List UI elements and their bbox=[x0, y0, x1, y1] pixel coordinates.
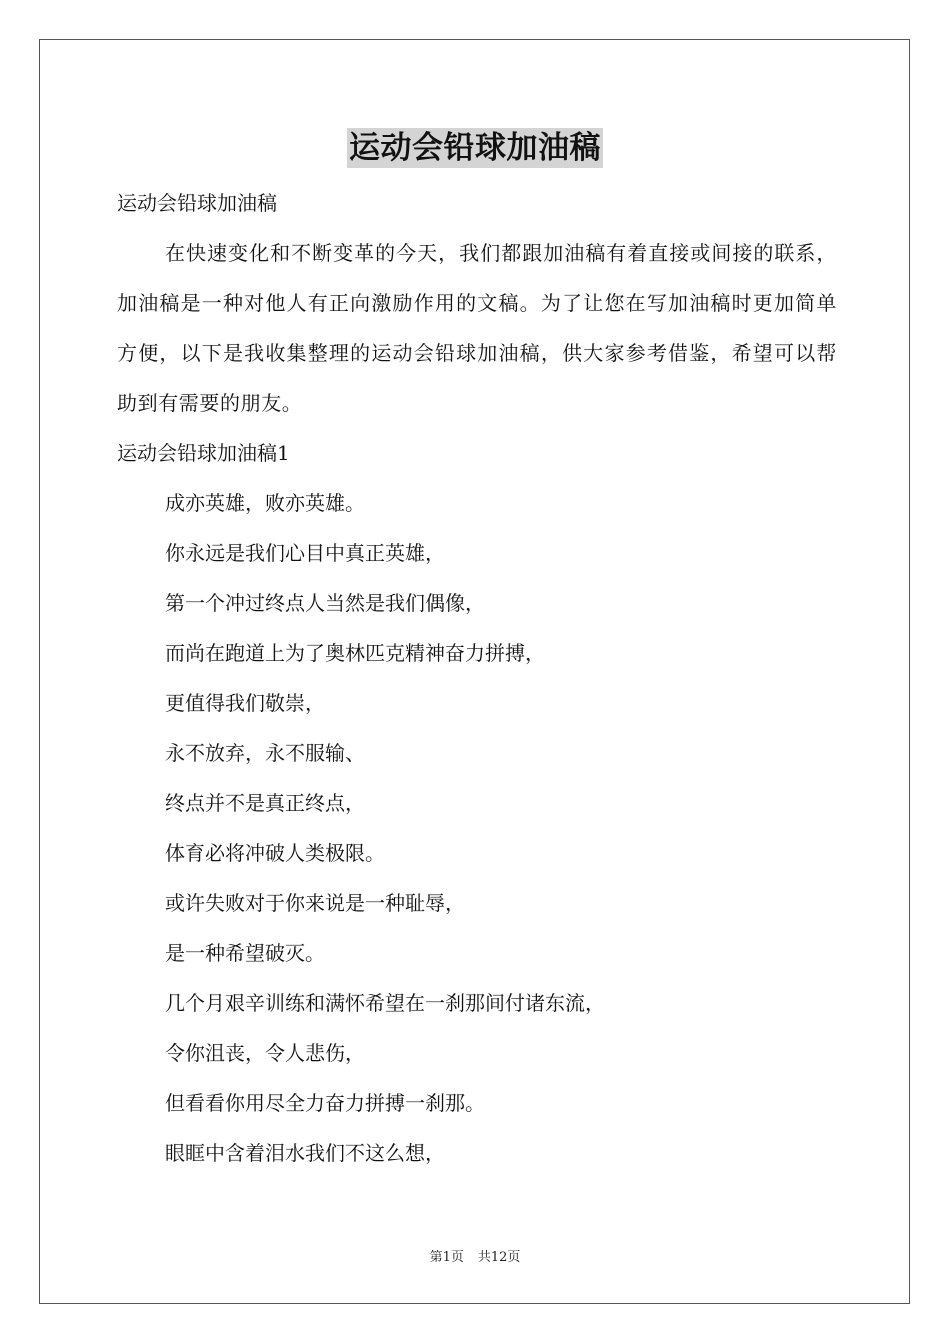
poem-line: 而尚在跑道上为了奥林匹克精神奋力拼搏， bbox=[165, 641, 545, 665]
poem-line: 眼眶中含着泪水我们不这么想， bbox=[165, 1141, 445, 1165]
poem-line: 体育必将冲破人类极限。 bbox=[165, 841, 385, 865]
document-subtitle: 运动会铅球加油稿 bbox=[117, 191, 277, 215]
poem-line: 你永远是我们心目中真正英雄， bbox=[165, 541, 445, 565]
poem-line: 是一种希望破灭。 bbox=[165, 941, 325, 965]
page-total: 共12页 bbox=[477, 1250, 521, 1265]
poem-line: 永不放弃，永不服输、 bbox=[165, 741, 365, 765]
poem-line: 更值得我们敬崇， bbox=[165, 691, 325, 715]
document-title: 运动会铅球加油稿 bbox=[349, 130, 601, 166]
section-heading: 运动会铅球加油稿1 bbox=[117, 441, 290, 465]
poem-line: 几个月艰辛训练和满怀希望在一刹那间付诸东流， bbox=[165, 991, 605, 1015]
poem-line: 或许失败对于你来说是一种耻辱， bbox=[165, 891, 465, 915]
poem-line: 但看看你用尽全力奋力拼搏一刹那。 bbox=[165, 1091, 485, 1115]
page-number: 第1页 bbox=[429, 1250, 464, 1265]
intro-paragraph: 在快速变化和不断变革的今天，我们都跟加油稿有着直接或间接的联系，加油稿是一种对他人有正向激励作用的文稿。为了让您在写加油稿时更加简单方便，以下是我收集整理的运动会铅球加油稿，供大家参考借鉴，希望可以帮助到有需要的朋友。 bbox=[117, 241, 837, 415]
document-title-container bbox=[0, 128, 950, 172]
poem-line: 成亦英雄，败亦英雄。 bbox=[165, 491, 365, 515]
poem-line: 终点并不是真正终点， bbox=[165, 791, 365, 815]
poem-line: 第一个冲过终点人当然是我们偶像， bbox=[165, 591, 485, 615]
document-body bbox=[117, 178, 837, 1178]
poem-line: 令你沮丧，令人悲伤， bbox=[165, 1041, 365, 1065]
page-footer bbox=[0, 1246, 950, 1265]
